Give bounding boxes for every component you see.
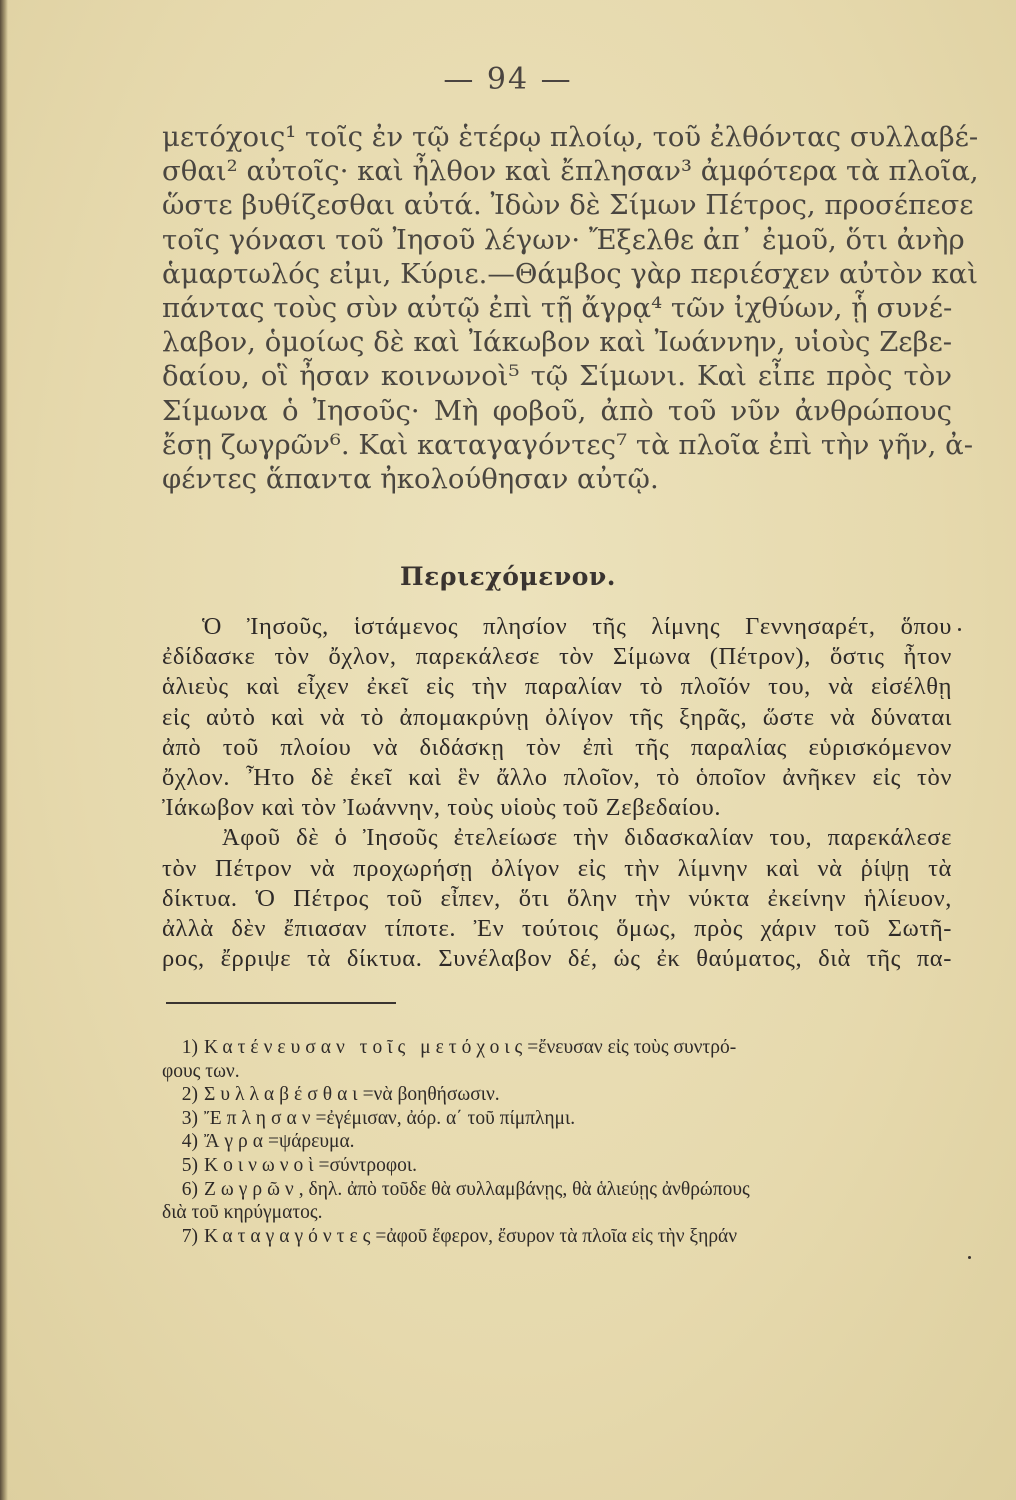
summary-line: ἀπὸ τοῦ πλοίου νὰ διδάσκῃ τὸν ἐπὶ τῆς παραλίας εὑρισκόμενον (162, 733, 952, 761)
footnote-number: 4) (181, 1131, 198, 1153)
main-text-line: Σίμωνα ὁ Ἰησοῦς· Μὴ φοβοῦ, ἀπὸ τοῦ νῦν ἀνθρώπους (162, 394, 952, 427)
footnote-number: 2) (181, 1084, 198, 1106)
ink-speck (968, 1256, 971, 1259)
footnote-item (162, 1178, 962, 1202)
footnote-term: Ἄγρα (204, 1131, 268, 1153)
main-text-line: σθαι² αὐτοῖς· καὶ ἦλθον καὶ ἔπλησαν³ ἀμφότερα τὰ πλοῖα, (162, 155, 979, 188)
page-binding-edge (0, 0, 8, 1500)
main-text-line: λαβον, ὁμοίως δὲ καὶ Ἰάκωβον καὶ Ἰωάννην, υἱοὺς Ζεβε- (162, 326, 952, 359)
main-text-line: ὥστε βυθίζεσθαι αὐτά. Ἰδὼν δὲ Σίμων Πέτρος, προσέπεσε (162, 189, 974, 222)
main-text-line: πάντας τοὺς σὺν αὐτῷ ἐπὶ τῇ ἄγρᾳ⁴ τῶν ἰχθύων, ᾗ συνέ- (162, 292, 953, 325)
footnote-term: Ἔπλησαν (204, 1107, 316, 1129)
page-number: — 94 — (443, 62, 573, 97)
footnote-definition: =ψάρευμα. (268, 1131, 355, 1153)
summary-block (162, 612, 952, 974)
main-text-line: ἁμαρτωλός εἰμι, Κύριε.—Θάμβος γὰρ περιέσχεν αὐτὸν καὶ (162, 257, 979, 290)
footnote-item (162, 1107, 962, 1131)
footnote-definition: =ἐγέμισαν, ἀόρ. α΄ τοῦ πίμπλημι. (315, 1107, 576, 1129)
summary-line: Ὁ Ἰησοῦς, ἱστάμενος πλησίον τῆς λίμνης Γεννησαρέτ, ὅπου (202, 613, 952, 640)
summary-line: ἐδίδασκε τὸν ὄχλον, παρεκάλεσε τὸν Σίμωνα (Πέτρον), ὅστις ἦτον (162, 643, 952, 671)
main-text-line: μετόχοις¹ τοῖς ἐν τῷ ἑτέρῳ πλοίῳ, τοῦ ἐλθόντας συλλαβέ- (162, 121, 979, 153)
footnote-definition: =ἔνευσαν εἰς τοὺς συντρό- (527, 1037, 737, 1058)
footnote-number: 6) (181, 1178, 198, 1200)
footnote-definition: =σύντροφοι. (318, 1154, 417, 1176)
footnote-definition: =ἀφοῦ ἔφερον, ἔσυρον τὰ πλοῖα εἰς τὴν ξηράν (375, 1225, 738, 1247)
summary-line: ρος, ἔρριψε τὰ δίκτυα. Συνέλαβον δέ, ὡς ἐκ θαύματος, διὰ τῆς πα- (162, 945, 952, 973)
footnote-term: Κοινωνοὶ (204, 1154, 319, 1176)
footnote-divider (166, 1002, 396, 1004)
summary-line: δίκτυα. Ὁ Πέτρος τοῦ εἶπεν, ὅτι ὅλην τὴν νύκτα ἐκείνην ἡλίευον, (162, 884, 952, 912)
summary-line: Ἀφοῦ δὲ ὁ Ἰησοῦς ἐτελείωσε τὴν διδασκαλίαν του, παρεκάλεσε (222, 824, 952, 852)
summary-line: τὸν Πέτρον νὰ προχωρήσῃ ὀλίγον εἰς τὴν λίμνην καὶ νὰ ῥίψῃ τὰ (162, 854, 952, 882)
footnote-number: 1) (181, 1037, 198, 1058)
main-text-line: ἔσῃ ζωγρῶν⁶. Καὶ καταγαγόντες⁷ τὰ πλοῖα ἐπὶ τὴν γῆν, ἀ- (162, 428, 974, 461)
main-text-line: δαίου, οἳ ἦσαν κοινωνοὶ⁵ τῷ Σίμωνι. Καὶ εἶπε πρὸς τὸν (162, 360, 952, 393)
footnotes-block (162, 1036, 962, 1248)
footnote-term: Ζωγρῶν (204, 1178, 299, 1200)
footnote-number: 7) (181, 1225, 198, 1247)
summary-line: εἰς αὐτὸ καὶ νὰ τὸ ἀπομακρύνῃ ὀλίγον τῆς ξηρᾶς, ὥστε νὰ δύναται (162, 703, 952, 731)
ink-speck (958, 628, 961, 631)
footnote-definition: =νὰ βοηθήσωσιν. (362, 1084, 500, 1106)
main-text-line: φέντες ἅπαντα ἠκολούθησαν αὐτῷ. (162, 463, 659, 496)
footnote-number: 5) (181, 1154, 198, 1176)
section-heading: Περιεχόμενον. (400, 562, 616, 591)
summary-line: ἁλιεὺς καὶ εἶχεν ἐκεῖ εἰς τὴν παραλίαν τὸ πλοῖόν του, νὰ εἰσέλθῃ (162, 673, 952, 701)
summary-line: Ἰάκωβον καὶ τὸν Ἰωάννην, τοὺς υἱοὺς τοῦ Ζεβεδαίου. (162, 794, 722, 822)
footnote-item (162, 1036, 962, 1060)
footnote-definition: , δηλ. ἀπὸ τοῦδε θὰ συλλαμβάνῃς, θὰ ἁλιεύῃς ἀνθρώπους (298, 1178, 750, 1200)
footnote-number: 3) (181, 1107, 198, 1129)
main-text-line: τοῖς γόνασι τοῦ Ἰησοῦ λέγων· Ἔξελθε ἀπ᾽ ἐμοῦ, ὅτι ἀνὴρ (162, 223, 965, 256)
footnote-continuation: διὰ τοῦ κηρύγματος. (162, 1202, 323, 1224)
footnote-term: Συλλαβέσθαι (204, 1084, 363, 1106)
main-text-block (162, 120, 979, 496)
footnote-item (162, 1225, 962, 1249)
footnote-item (162, 1154, 962, 1178)
footnote-term: Καταγαγόντες (204, 1225, 376, 1247)
summary-line: ὄχλον. Ἦτο δὲ ἐκεῖ καὶ ἓν ἄλλο πλοῖον, τὸ ὁποῖον ἀνῆκεν εἰς τὸν (162, 764, 952, 792)
summary-line: ἀλλὰ δὲν ἔπιασαν τίποτε. Ἐν τούτοις ὅμως, πρὸς χάριν τοῦ Σωτῆ- (162, 915, 952, 943)
footnote-item (162, 1130, 962, 1154)
footnote-item (162, 1083, 962, 1107)
footnote-term: Κατένευσαν τοῖς μετόχοις (204, 1037, 528, 1058)
footnote-continuation: φους των. (162, 1060, 240, 1082)
